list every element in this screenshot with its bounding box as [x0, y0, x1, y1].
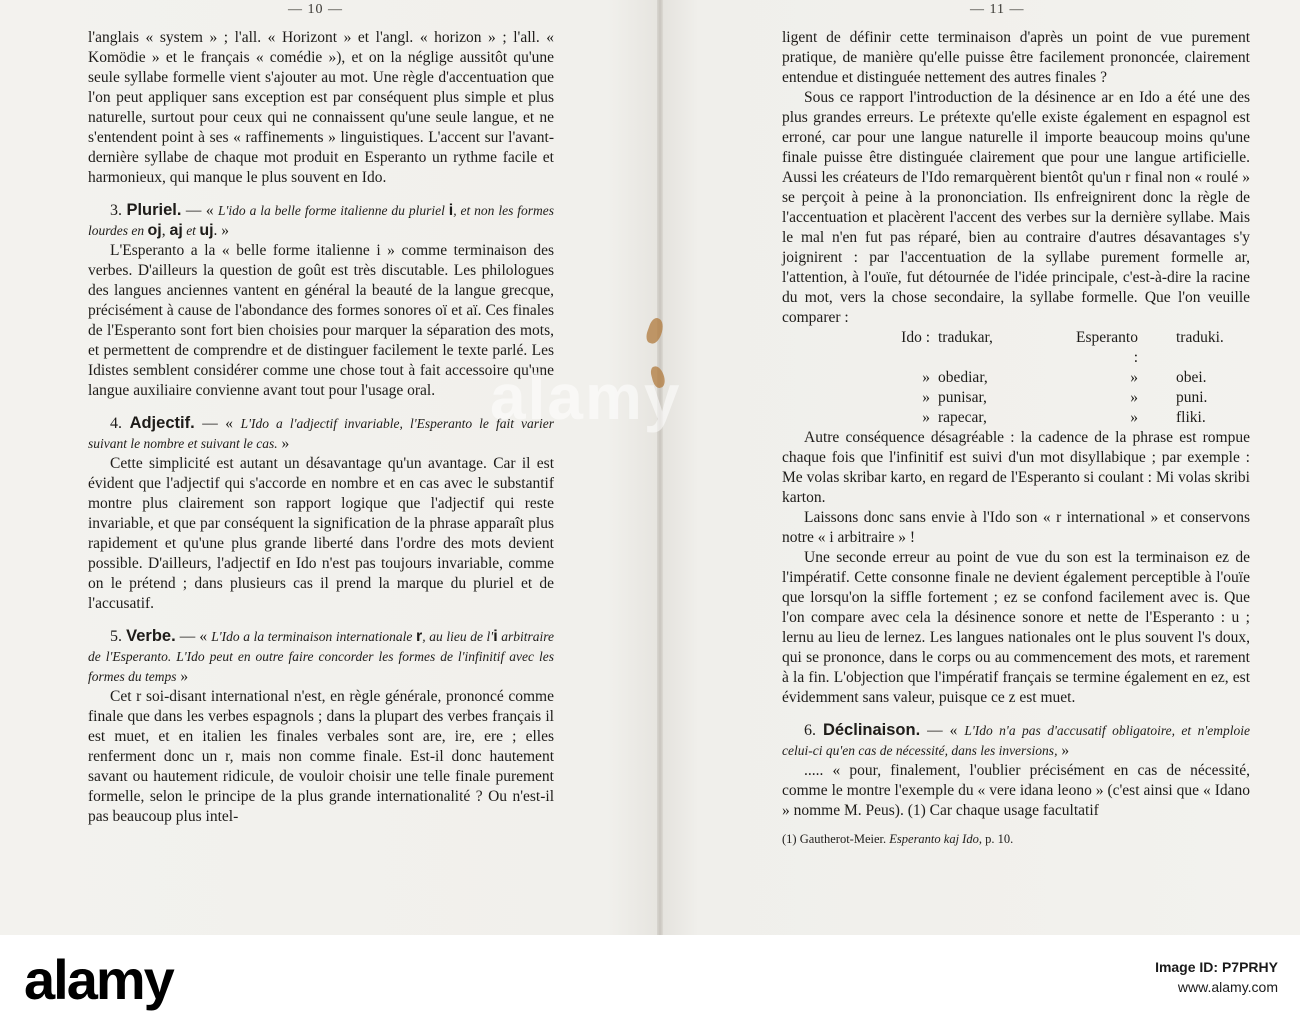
quote-text: L'Ido a l'adjectif invariable, l'Esperanto le fait varier suivant le nombre et suivant le cas.: [88, 416, 555, 451]
table-cell: Ido :: [901, 329, 930, 346]
table-cell: »: [922, 389, 930, 406]
book-gutter: [657, 0, 663, 935]
quote-bold: i: [493, 628, 498, 645]
dash: — «: [181, 202, 218, 219]
table-row: [882, 368, 1236, 388]
quote-close: . »: [213, 222, 230, 239]
quote-text: L'Ido n'a pas d'accusatif obligatoire, et n'emploie celui-ci qu'en cas de nécessité, dans les inversions,: [782, 723, 1251, 758]
table-row: [882, 388, 1236, 408]
table-cell: obediar,: [938, 369, 988, 386]
comparison-table: [882, 328, 1236, 428]
section-4-heading: [88, 413, 554, 454]
image-id: Image ID: P7PRHY: [1155, 959, 1278, 975]
section-3-body: L'Esperanto a la « belle forme italienne i » comme terminaison des verbes. D'ailleurs la question de goût est très discutable. Les philologues des langues anciennes vantent en général la beauté de la langue grecque, précisément à cause de l'abondance des formes sonores oï et aï. Ces finales de l'Esperanto sont fort bien choisies pour marquer la séparation des mots, et permettent de comprendre et de distinguer facilement le texte parlé. Les Idistes semblent considérer comme une chose tout à fait accessoire qu'une langue auxiliaire convienne avant tout pour l'usage oral.: [88, 242, 554, 399]
section-3-heading: [88, 200, 554, 241]
section-number: 3.: [110, 202, 122, 219]
quote-text: ,: [161, 222, 170, 239]
image-meta: [1155, 957, 1278, 997]
footnote-page: , p. 10.: [978, 832, 1014, 846]
table-cell: »: [922, 369, 930, 386]
quote-close: »: [176, 668, 189, 685]
stock-footer: [0, 935, 1300, 1025]
section-title: Déclinaison.: [822, 721, 921, 739]
table-cell: tradukar,: [938, 329, 993, 346]
table-cell: fliki.: [1176, 409, 1206, 426]
paragraph: Sous ce rapport l'introduction de la désinence ar en Ido a été une des plus grandes erreurs. Le prétexte qu'elle existe également en espagnol est erroné, car pour une langue naturelle il importe beaucoup moins qu'une finale puisse être distinguée clairement que pour une langue artificielle. Aussi les créateurs de l'Ido remarquèrent bientôt qu'un r final non « roulé » se perçoit à peine à la prononciation. Ils enfreignirent donc la règle de l'accentuation et placèrent l'accent des verbes sur la dernière syllabe. Mais le mal n'en fut pas réparé, bien au contraire d'autres désavantages s'y joignirent : par l'accentuation de la syllabe purement formelle ar, l'attention, à l'ouïe, fut détournée de l'idée principale, c'est-à-dire la racine du mot, vers la chose secondaire, la syllabe formelle. Que l'on veuille comparer :: [782, 89, 1250, 326]
table-cell: »: [1130, 369, 1138, 386]
table-cell: »: [922, 409, 930, 426]
quote-close: »: [277, 435, 290, 452]
table-cell: rapecar,: [938, 409, 987, 426]
left-text-column: [88, 28, 554, 827]
continuation-paragraph: ligent de définir cette terminaison d'après un point de vue purement pratique, de manière qu'elle puisse être facilement prononcée, clairement entendue et distinguée nettement des autres finales ?: [782, 29, 1250, 86]
footnote: [782, 829, 1250, 849]
paragraph: Laissons donc sans envie à l'Ido son « r international » et conservons notre « i arbitraire » !: [782, 509, 1250, 546]
table-cell: punisar,: [938, 389, 987, 406]
table-cell: Esperanto :: [1076, 329, 1138, 366]
section-5-heading: [88, 626, 554, 687]
quote-bold: oj: [147, 222, 162, 239]
table-row: [882, 328, 1236, 368]
table-cell: »: [1130, 409, 1138, 426]
dash: — «: [920, 722, 965, 739]
quote-bold: r: [416, 628, 423, 645]
section-title: Verbe.: [126, 627, 176, 645]
paragraph: Une seconde erreur au point de vue du son est la terminaison ez de l'impératif. Cette consonne finale ne devient également perceptible à l'ouïe que lorsqu'on la siffle fortement ; ez se confond facilement avec is. Que l'on compare avec cela la désinence sonore et nette de l'Esperanto : u ; lernu au lieu de lernez. Les langues nationales ont le plus souvent l's doux, qui se prononce, dans le corps ou au commencement des mots, et rarement à la fin. L'objection que l'impératif français se termine également en ez, est évidemment sans valeur, puisque ce z est muet.: [782, 549, 1250, 706]
watermark: alamy: [490, 361, 682, 433]
intro-paragraph: l'anglais « system » ; l'all. « Horizont » et l'angl. « horizon » ; l'all. « Komödie » et le français « comédie »), et on la néglige aussitôt qu'une seule syllabe formelle vient s'ajouter au mot. Une règle d'accentuation que l'on peut appliquer sans exception est par conséquent plus simple et plus naturelle, surtout pour ceux qui ne connaissent qu'une seule langue, et ne s'entendent point à ses « raffinements » linguistiques. L'accent sur l'avant-dernière syllabe de chaque mot produit en Esperanto un rythme facile et harmonieux, qui manque le plus souvent en Ido.: [88, 29, 554, 186]
section-number: 4.: [110, 415, 122, 432]
left-page: [0, 0, 660, 935]
page-number-left: — 10 —: [288, 2, 343, 17]
section-number: 6.: [804, 722, 816, 739]
table-cell: puni.: [1176, 389, 1208, 406]
quote-bold: i: [448, 202, 454, 219]
section-number: 5.: [110, 628, 122, 645]
quote-text: , et non les formes lourdes en: [88, 203, 555, 238]
quote-text: arbitraire de l'Esperanto. L'Ido peut en outre faire concorder les formes de l'infinitif avec les formes du temps: [88, 629, 555, 684]
footnote-mark: (1): [782, 832, 797, 846]
quote-bold: uj: [199, 222, 214, 239]
paragraph: Autre conséquence désagréable : la cadence de la phrase est rompue chaque fois que l'infinitif est suivi d'un mot disyllabique ; par exemple : Me volas skribar karto, en regard de l'Esperanto si coulant : Mi volas skribi karton.: [782, 429, 1250, 506]
alamy-logo[interactable]: alamy: [24, 948, 173, 1011]
section-5-body: Cet r soi-disant international n'est, en règle générale, prononcé comme finale que dans les verbes espagnols ; dans la plupart des verbes français il est muet, et en italien les finales verbales sont are, ire, ere ; elles renferment donc un r, mais non comme finale. Est-il donc hautement savant ou hautement ridicule, de vouloir choisir une telle finale purement formelle, selon le principe de la plus grande internationalité ? Ou n'est-il pas beaucoup plus intel-: [88, 688, 554, 825]
right-text-column: [782, 28, 1250, 849]
right-page: [660, 0, 1300, 935]
dash: — «: [175, 628, 212, 645]
quote-text: et: [182, 223, 200, 238]
quote-text: L'Ido a la terminaison internationale: [211, 629, 416, 644]
table-cell: »: [1130, 389, 1138, 406]
section-title: Adjectif.: [129, 414, 195, 432]
table-cell: obei.: [1176, 369, 1207, 386]
site-link[interactable]: www.alamy.com: [1177, 979, 1278, 995]
quote-text: L'ido a la belle forme italienne du pluriel: [218, 203, 449, 218]
footnote-author: Gautherot-Meier.: [796, 832, 890, 846]
quote-close: »: [1057, 742, 1070, 759]
footnote-title: Esperanto kaj Ido: [889, 832, 979, 846]
quote-bold: aj: [169, 222, 183, 239]
table-cell: traduki.: [1176, 329, 1224, 346]
section-6-body: ..... « pour, finalement, l'oublier précisément en cas de nécessité, comme le montre l'exemple du « vere idana leono » (c'est ainsi que « Idano » nomme M. Peus). (1) Car chaque usage facultatif: [782, 762, 1250, 819]
page-number-right: — 11 —: [970, 2, 1025, 17]
section-title: Pluriel.: [126, 201, 182, 219]
dash: — «: [194, 415, 241, 432]
section-4-body: Cette simplicité est autant un désavantage qu'un avantage. Car il est évident que l'adjectif qui s'accorde en nombre et en cas avec le substantif montre plus clairement son rapport logique que l'adjectif qui reste invariable, et que par conséquent la signification de la phrase apparaît plus rapidement et qu'une plus grande liberté dans l'ordre des mots devient possible. D'ailleurs, l'adjectif en Ido n'est pas toujours invariable, comme on le prétend ; dans plusieurs cas il prend la marque du pluriel et de l'accusatif.: [88, 455, 554, 612]
quote-text: , au lieu de l': [422, 629, 494, 644]
table-row: [882, 408, 1236, 428]
section-6-heading: [782, 720, 1250, 761]
